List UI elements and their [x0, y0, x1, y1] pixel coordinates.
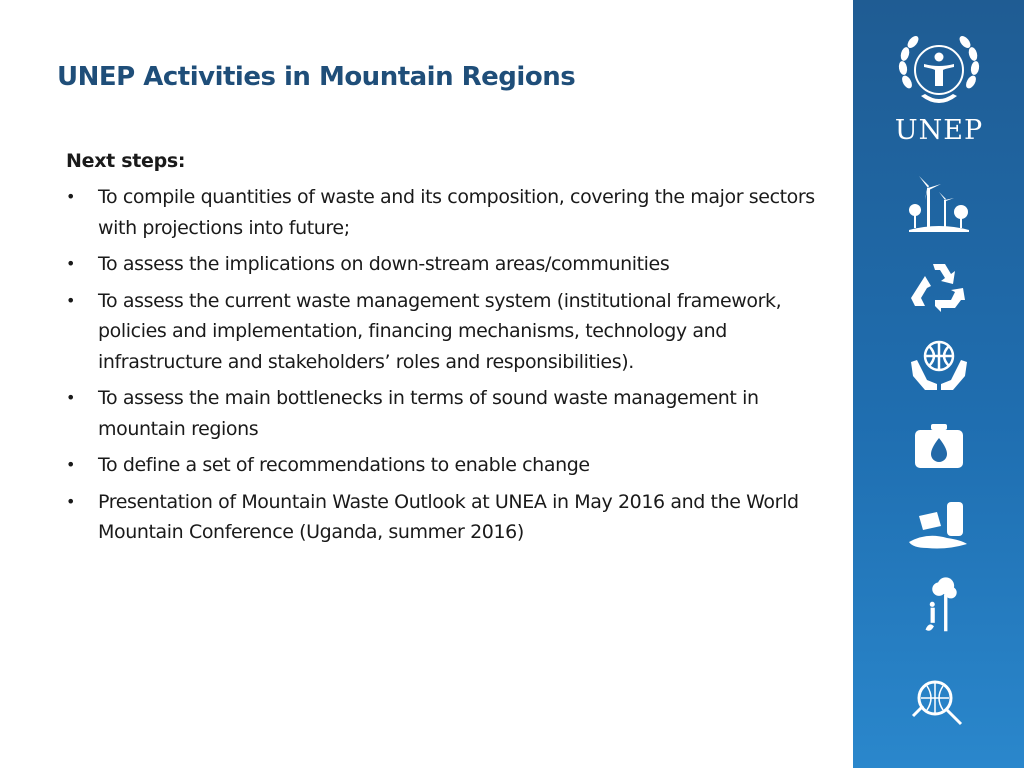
list-item: • To assess the main bottlenecks in terms of sound waste management in mountain regions: [66, 383, 846, 444]
next-steps-heading: Next steps:: [66, 150, 186, 172]
bullet-list: [66, 182, 846, 548]
spilled-barrel-icon: [907, 494, 971, 558]
slide-title: UNEP Activities in Mountain Regions: [57, 62, 576, 92]
sidebar-panel: [853, 0, 1024, 768]
list-item: • To assess the current waste management system (institutional framework, policies and implementation, financing mechanisms, technology and infrastructure and stakeholders’ roles and responsibilities).: [66, 286, 846, 378]
magnifier-globe-icon: [907, 672, 971, 736]
list-item: • To define a set of recommendations to enable change: [66, 450, 846, 481]
recycle-icon: [907, 254, 971, 318]
globe-hands-icon: [907, 332, 971, 396]
water-drop-case-icon: [907, 414, 971, 478]
bullet-icon: •: [66, 254, 76, 273]
unep-logo-text: UNEP: [894, 115, 984, 146]
wind-turbine-icon: [907, 170, 971, 234]
unep-logo: [891, 30, 987, 146]
bullet-icon: •: [66, 290, 76, 310]
list-item: • To compile quantities of waste and its composition, covering the major sectors with projections into future;: [66, 182, 846, 243]
bullet-icon: •: [66, 455, 76, 474]
tree-person-icon: [907, 574, 971, 638]
bullet-icon: •: [66, 491, 76, 511]
list-item: • To assess the implications on down-stream areas/communities: [66, 249, 846, 280]
unep-emblem-icon: [891, 30, 987, 112]
bullet-icon: •: [66, 187, 76, 206]
list-item: • Presentation of Mountain Waste Outlook at UNEA in May 2016 and the World Mountain Conference (Uganda, summer 2016): [66, 487, 846, 548]
bullet-icon: •: [66, 388, 76, 407]
slide-content: [66, 150, 846, 554]
